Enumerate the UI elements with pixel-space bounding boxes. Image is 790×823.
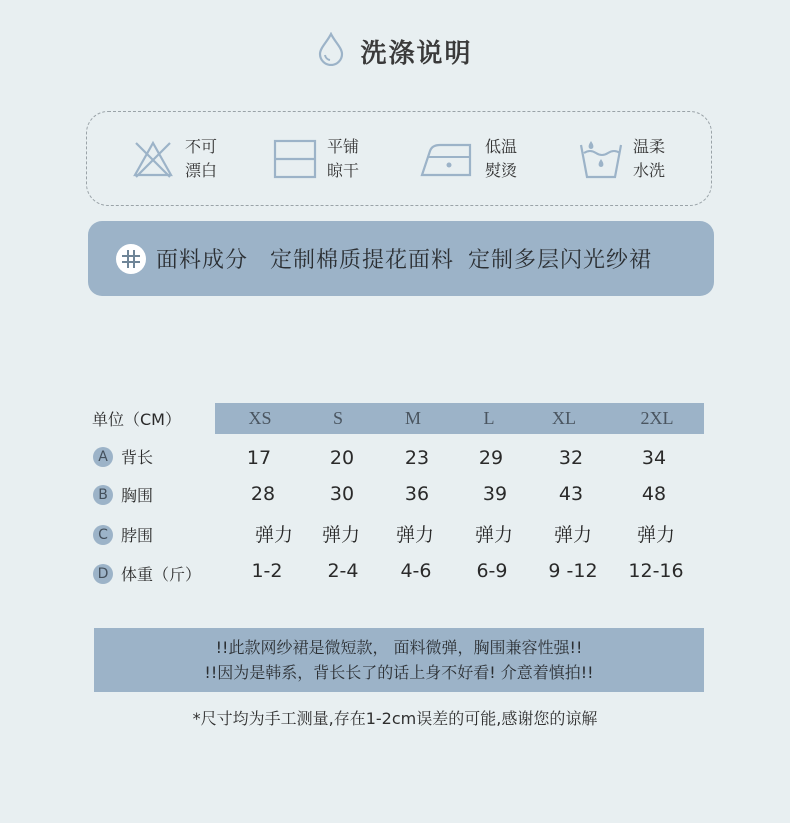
row-badge: C [93, 525, 113, 545]
care-label-2: 熨烫 [485, 161, 518, 180]
fabric-value-2: 定制多层闪光纱裙 [468, 248, 653, 273]
table-cell: 29 [478, 447, 504, 469]
row-badge: A [93, 447, 113, 467]
table-cell: 30 [329, 483, 355, 505]
no-bleach-icon [131, 137, 175, 181]
table-cell: 弹力 [636, 524, 675, 546]
table-cell: 9 -12 [548, 560, 598, 582]
table-cell: 32 [558, 447, 584, 469]
row-name: 背长 [121, 448, 154, 467]
care-label-1: 平铺 [327, 137, 360, 156]
care-label-1: 温柔 [633, 137, 666, 156]
gentle-wash-icon [579, 137, 623, 181]
water-drop-icon [317, 32, 345, 70]
table-cell: 4-6 [400, 560, 432, 582]
table-cell: 12-16 [628, 560, 684, 582]
table-cell: 28 [250, 483, 276, 505]
fabric-composition-bar [88, 221, 714, 296]
table-cell: 43 [558, 483, 584, 505]
row-name: 体重（斤） [121, 565, 202, 584]
care-item-no-bleach [131, 134, 217, 184]
unit-label: 单位（CM） [92, 410, 181, 429]
table-row-label [92, 562, 201, 585]
table-cell: 17 [246, 447, 272, 469]
row-name: 脖围 [121, 526, 154, 545]
notice-band [94, 628, 704, 692]
table-cell: 弹力 [254, 524, 293, 546]
header [0, 32, 790, 70]
table-cell: 1-2 [251, 560, 283, 582]
size-header: XL [552, 408, 576, 428]
table-cell: 36 [404, 483, 430, 505]
fabric-label: 面料成分 [156, 248, 249, 273]
care-item-gentle-wash [579, 134, 665, 184]
care-instructions [86, 111, 712, 206]
notice-line-1: !!此款网纱裙是微短款， 面料微弹，胸围兼容性强!! [215, 638, 583, 657]
care-label-1: 不可 [185, 137, 218, 156]
table-cell: 6-9 [476, 560, 508, 582]
table-cell: 39 [482, 483, 508, 505]
fabric-value-1: 定制棉质提花面料 [270, 248, 455, 273]
table-cell: 弹力 [395, 524, 434, 546]
row-name: 胸围 [121, 486, 154, 505]
page-title: 洗涤说明 [360, 38, 473, 69]
table-cell: 弹力 [474, 524, 513, 546]
grid-icon [116, 244, 146, 274]
care-item-flat-dry [273, 134, 359, 184]
table-cell: 弹力 [553, 524, 592, 546]
row-badge: D [93, 564, 113, 584]
low-iron-icon [417, 137, 475, 181]
table-cell: 48 [641, 483, 667, 505]
flat-dry-icon [273, 137, 317, 181]
table-row-label [92, 523, 153, 546]
table-row-label [92, 445, 153, 468]
size-header: L [483, 408, 495, 428]
notice-line-2: !!因为是韩系，背长长了的话上身不好看! 介意着慎拍!! [204, 663, 594, 682]
table-cell: 34 [641, 447, 667, 469]
care-label-2: 水洗 [633, 161, 666, 180]
table-cell: 弹力 [321, 524, 360, 546]
size-header: 2XL [640, 408, 674, 428]
table-cell: 20 [329, 447, 355, 469]
care-label-2: 漂白 [185, 161, 218, 180]
measurement-footnote: *尺寸均为手工测量,存在1-2cm误差的可能,感谢您的谅解 [192, 709, 598, 728]
care-label-2: 晾干 [327, 161, 360, 180]
row-badge: B [93, 485, 113, 505]
care-label-1: 低温 [485, 137, 518, 156]
table-row-label [92, 483, 153, 506]
care-item-low-iron [417, 134, 517, 184]
size-header: XS [248, 408, 272, 428]
size-header: S [332, 408, 343, 428]
table-cell: 2-4 [327, 560, 359, 582]
table-cell: 23 [404, 447, 430, 469]
size-header: M [404, 408, 421, 428]
